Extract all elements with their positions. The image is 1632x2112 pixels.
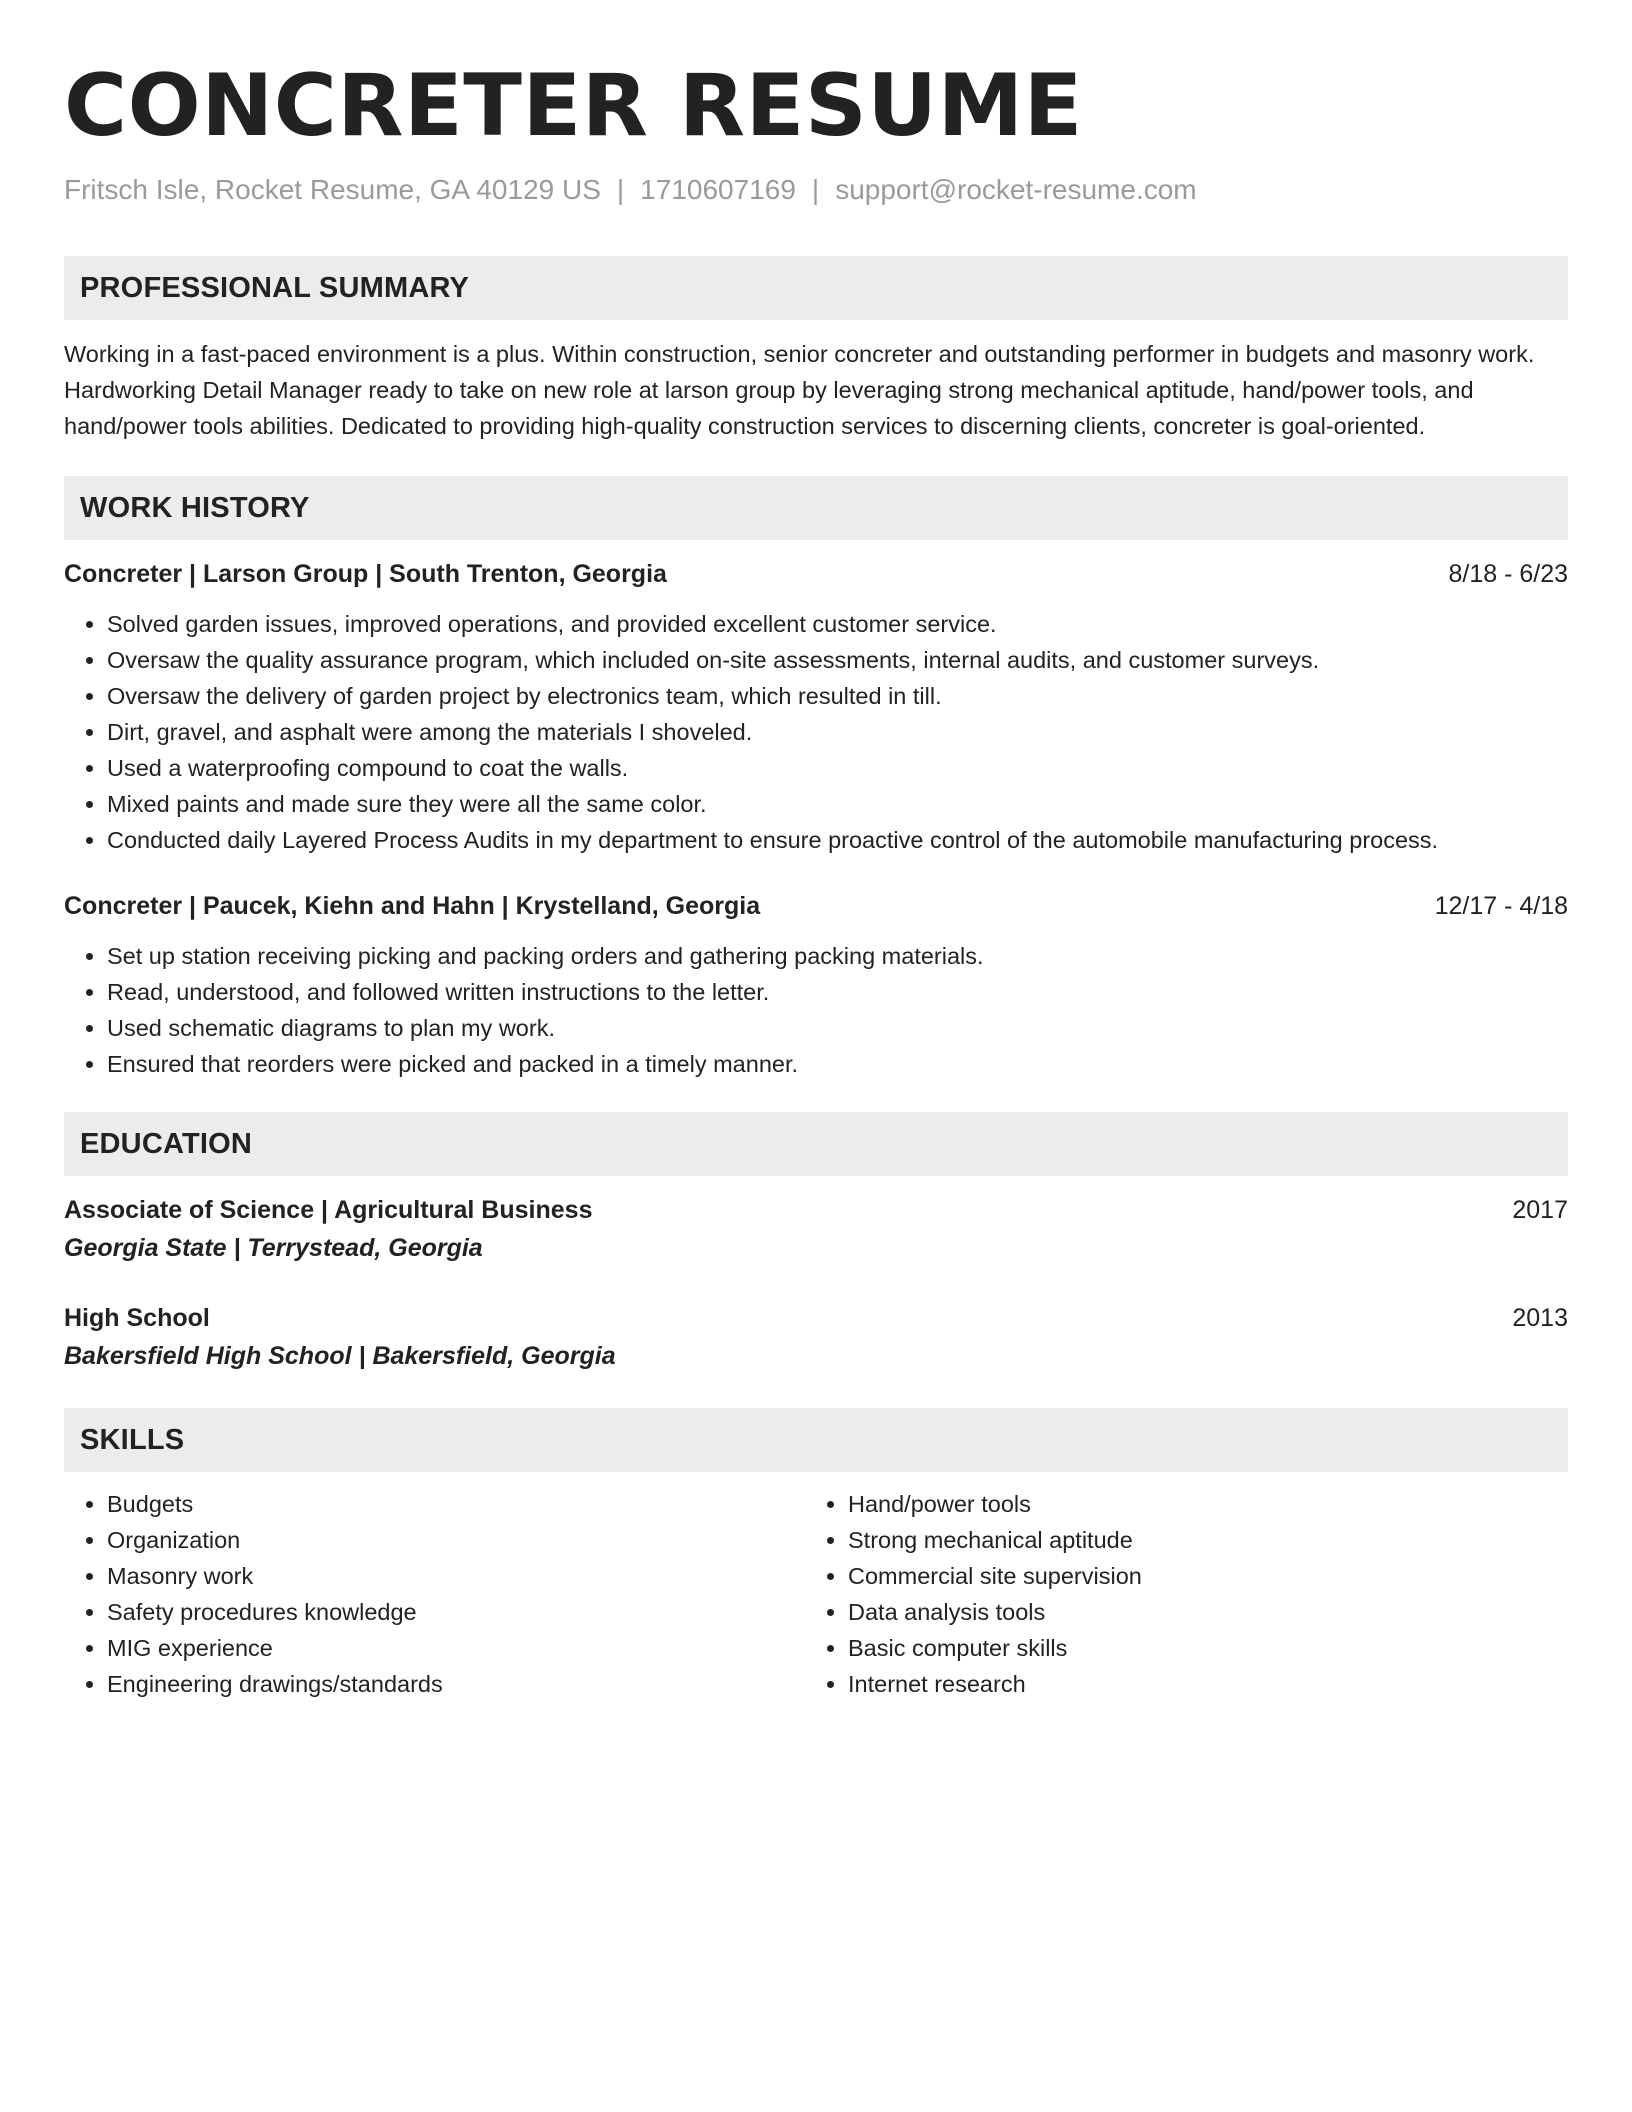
section-heading-work: WORK HISTORY xyxy=(64,476,1568,540)
section-heading-education: EDUCATION xyxy=(64,1112,1568,1176)
education-entry xyxy=(64,1192,1568,1266)
list-item: • Ensured that reorders were picked and packed in a timely manner. xyxy=(107,1046,1568,1082)
skills-list-right xyxy=(805,1486,1546,1702)
education-school: Bakersfield High School | Bakersfield, Georgia xyxy=(64,1342,616,1370)
education-entry xyxy=(64,1300,1568,1374)
education-degree: Associate of Science | Agricultural Business xyxy=(64,1196,593,1224)
contact-line xyxy=(64,170,1568,210)
list-item: • Oversaw the delivery of garden project by electronics team, which resulted in till. xyxy=(107,678,1568,714)
skills-columns xyxy=(64,1486,1568,1702)
list-item: • Oversaw the quality assurance program, which included on-site assessments, internal audits, and customer surveys. xyxy=(107,642,1568,678)
job-bullets xyxy=(64,606,1568,858)
list-item: • Masonry work xyxy=(107,1558,805,1594)
list-item: • Data analysis tools xyxy=(848,1594,1546,1630)
list-item: • Strong mechanical aptitude xyxy=(848,1522,1546,1558)
job-title: Concreter | Larson Group | South Trenton, Georgia xyxy=(64,560,667,588)
contact-address: Fritsch Isle, Rocket Resume, GA 40129 US xyxy=(64,174,601,205)
contact-phone: 1710607169 xyxy=(640,174,796,205)
job-title: Concreter | Paucek, Kiehn and Hahn | Krystelland, Georgia xyxy=(64,892,761,920)
job-dates: 12/17 - 4/18 xyxy=(1434,892,1568,920)
list-item: • MIG experience xyxy=(107,1630,805,1666)
list-item: • Internet research xyxy=(848,1666,1546,1702)
job-header xyxy=(64,556,1568,592)
list-item: • Used a waterproofing compound to coat the walls. xyxy=(107,750,1568,786)
skills-list-left xyxy=(64,1486,805,1702)
job-entry xyxy=(64,556,1568,858)
contact-separator: | xyxy=(811,174,820,205)
list-item: • Organization xyxy=(107,1522,805,1558)
education-degree: High School xyxy=(64,1304,210,1332)
contact-email: support@rocket-resume.com xyxy=(835,174,1197,205)
education-header xyxy=(64,1192,1568,1228)
resume-title: CONCRETER RESUME xyxy=(64,56,1083,156)
list-item: • Solved garden issues, improved operations, and provided excellent customer service. xyxy=(107,606,1568,642)
job-header xyxy=(64,888,1568,924)
list-item: • Basic computer skills xyxy=(848,1630,1546,1666)
job-dates: 8/18 - 6/23 xyxy=(1448,560,1568,588)
list-item: • Commercial site supervision xyxy=(848,1558,1546,1594)
section-heading-skills: SKILLS xyxy=(64,1408,1568,1472)
summary-text: Working in a fast-paced environment is a plus. Within construction, senior concreter and outstanding performer in budgets and masonry work. Hardworking Detail Manager ready to take on new role at larson group by leveraging strong mechanical aptitude, hand/power tools, and hand/power tools abilities. Dedicated to providing high-quality construction services to discerning clients, concreter is goal-oriented. xyxy=(64,341,1535,439)
education-year: 2017 xyxy=(1512,1196,1568,1224)
education-school: Georgia State | Terrystead, Georgia xyxy=(64,1234,483,1262)
list-item: • Set up station receiving picking and packing orders and gathering packing materials. xyxy=(107,938,1568,974)
job-entry xyxy=(64,888,1568,1082)
list-item: • Budgets xyxy=(107,1486,805,1522)
education-year: 2013 xyxy=(1512,1304,1568,1332)
section-heading-summary: PROFESSIONAL SUMMARY xyxy=(64,256,1568,320)
list-item: • Read, understood, and followed written instructions to the letter. xyxy=(107,974,1568,1010)
list-item: • Dirt, gravel, and asphalt were among the materials I shoveled. xyxy=(107,714,1568,750)
list-item: • Mixed paints and made sure they were all the same color. xyxy=(107,786,1568,822)
list-item: • Conducted daily Layered Process Audits in my department to ensure proactive control of the automobile manufacturing process. xyxy=(107,822,1568,858)
list-item: • Hand/power tools xyxy=(848,1486,1546,1522)
contact-separator: | xyxy=(616,174,625,205)
list-item: • Safety procedures knowledge xyxy=(107,1594,805,1630)
list-item: • Engineering drawings/standards xyxy=(107,1666,805,1702)
education-header xyxy=(64,1300,1568,1336)
job-bullets xyxy=(64,938,1568,1082)
list-item: • Used schematic diagrams to plan my work. xyxy=(107,1010,1568,1046)
